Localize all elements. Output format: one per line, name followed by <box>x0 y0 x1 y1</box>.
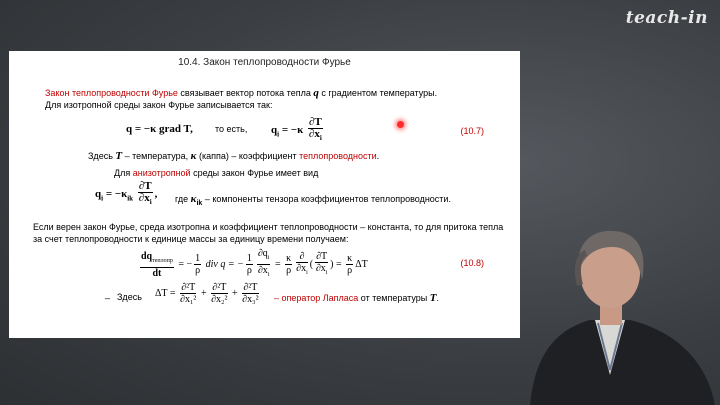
isotropic-line: Для изотропной среды закон Фурье записывается так: <box>45 100 273 110</box>
intro-tail: с градиентом температуры. <box>318 88 438 98</box>
lecture-slide <box>9 51 520 338</box>
equation-number-10-7: (10.7) <box>460 126 484 136</box>
paragraph-line-2: за счет теплопроводности к единице массы за единицу времени получаем: <box>33 234 349 244</box>
tensor-description: где $\kappa_{ik}$ – компоненты тензора коэффициентов теплопроводности. <box>175 193 451 207</box>
vector-q: q <box>313 87 319 99</box>
intro-text: связывает вектор потока тепла <box>177 88 311 98</box>
anisotropic-line: Для анизотропной среды закон Фурье имеет вид <box>114 168 319 178</box>
laser-pointer-dot <box>397 121 404 128</box>
definition-line: Здесь T – температура, κ (каппа) – коэффициент теплопроводности. <box>88 150 380 162</box>
laplace-equation: ΔT = $\frac{\text{∂²T}}{\text{∂x₁²}}$ + $\frac{\text{∂²T}}{\text{∂x₂²}}$ + $\frac{\text{∂²T}}{\text{∂x₃²}}$ <box>155 282 259 305</box>
paragraph-line-1: Если верен закон Фурье, среда изотропна и коэффициент теплопроводности – константа, то для притока тепла <box>33 222 504 232</box>
slide-title: 10.4. Закон теплопроводности Фурье <box>178 57 351 68</box>
teach-in-logo: teach-in <box>625 8 708 28</box>
fourier-component-equation: $q_i = -\kappa$ $\frac{\partial T}{\partial x_i}$ <box>271 116 322 143</box>
intro-highlight: Закон теплопроводности Фурье <box>45 88 178 98</box>
intro-line <box>45 87 437 99</box>
equation-number-10-8: (10.8) <box>460 258 484 268</box>
laplace-here: Здесь <box>117 292 142 302</box>
anisotropic-equation: $q_i = -\kappa_{ik}$ $\frac{\partial T}{\partial x_i}$ , <box>95 180 158 207</box>
laplace-dash: _ <box>105 289 111 299</box>
laplace-description: – оператор Лапласа от температуры T. <box>274 292 439 304</box>
presenter-image <box>520 225 720 405</box>
eq1-that-is: то есть, <box>215 124 248 134</box>
fourier-vector-equation: q = −κ grad T, <box>126 123 193 135</box>
heat-influx-equation: $\frac{dq_{теплопр}}{dt}$ = − $\frac{1}{\rho}$ div q = − $\frac{1}{\rho}$ $\frac{\partial q_i}{\partial x_i}$ = $\frac{\kappa}{\rho}$ $\frac{\partial}{\partial x_i}$ ( $\frac{\partial T}{\partial x_i}$ ) = $\frac{\kappa}{\rho}$ ΔT <box>141 248 368 279</box>
